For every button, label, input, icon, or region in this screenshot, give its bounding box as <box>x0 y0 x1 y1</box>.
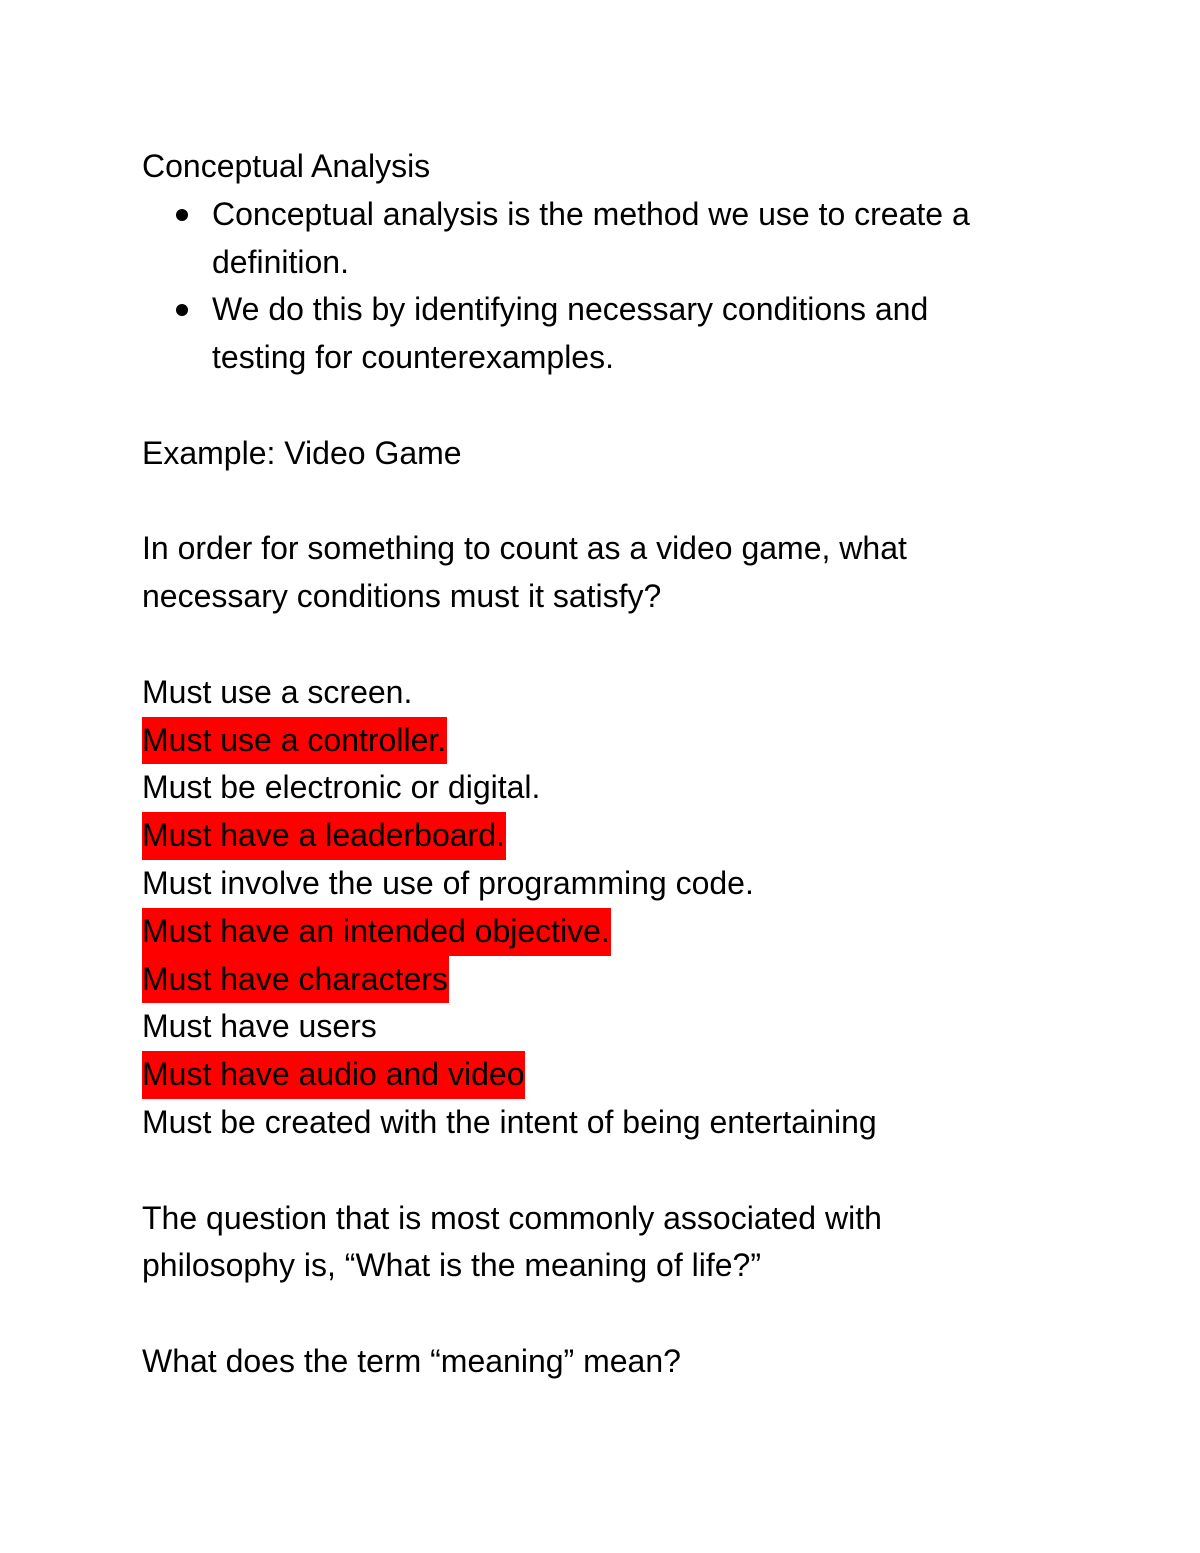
spacer <box>142 621 1082 669</box>
condition-item <box>142 860 1082 908</box>
condition-text: Must have characters <box>142 956 449 1004</box>
bullet-text-line: definition. <box>212 243 349 280</box>
spacer <box>142 1147 1082 1195</box>
condition-text: Must have a leaderboard. <box>142 812 506 860</box>
condition-text: Must use a screen. <box>142 673 413 710</box>
spacer <box>142 382 1082 430</box>
condition-item-highlighted <box>142 812 1082 860</box>
philosophy-line: philosophy is, “What is the meaning of life?” <box>142 1247 761 1284</box>
final-question: What does the term “meaning” mean? <box>142 1342 681 1379</box>
condition-text: Must involve the use of programming code. <box>142 864 754 901</box>
condition-text: Must be created with the intent of being entertaining <box>142 1103 877 1140</box>
condition-text: Must have audio and video <box>142 1051 525 1099</box>
document-page <box>142 143 1082 1386</box>
bullet-text-line: Conceptual analysis is the method we use to create a <box>212 195 970 232</box>
conditions-list <box>142 669 1082 1147</box>
bullet-item <box>142 286 1082 382</box>
condition-text: Must have an intended objective. <box>142 908 611 956</box>
question-line: In order for something to count as a video game, what <box>142 530 907 567</box>
spacer <box>142 1290 1082 1338</box>
document-title: Conceptual Analysis <box>142 148 431 184</box>
condition-item <box>142 1003 1082 1051</box>
condition-text: Must be electronic or digital. <box>142 769 541 806</box>
philosophy-line: The question that is most commonly associated with <box>142 1199 882 1236</box>
condition-text: Must use a controller. <box>142 717 447 765</box>
condition-item <box>142 764 1082 812</box>
bullet-dot-icon <box>176 209 188 221</box>
bullet-text-line: We do this by identifying necessary conditions and <box>212 291 929 328</box>
condition-item-highlighted <box>142 908 1082 956</box>
condition-text: Must have users <box>142 1008 377 1045</box>
bullet-dot-icon <box>176 304 188 316</box>
question-line: necessary conditions must it satisfy? <box>142 578 662 615</box>
condition-item-highlighted <box>142 1051 1082 1099</box>
example-heading: Example: Video Game <box>142 434 462 471</box>
bullet-list <box>142 191 1082 382</box>
bullet-text-line: testing for counterexamples. <box>212 339 614 376</box>
condition-item-highlighted <box>142 956 1082 1004</box>
bullet-item <box>142 191 1082 287</box>
condition-item <box>142 669 1082 717</box>
condition-item-highlighted <box>142 717 1082 765</box>
condition-item <box>142 1099 1082 1147</box>
spacer <box>142 478 1082 526</box>
